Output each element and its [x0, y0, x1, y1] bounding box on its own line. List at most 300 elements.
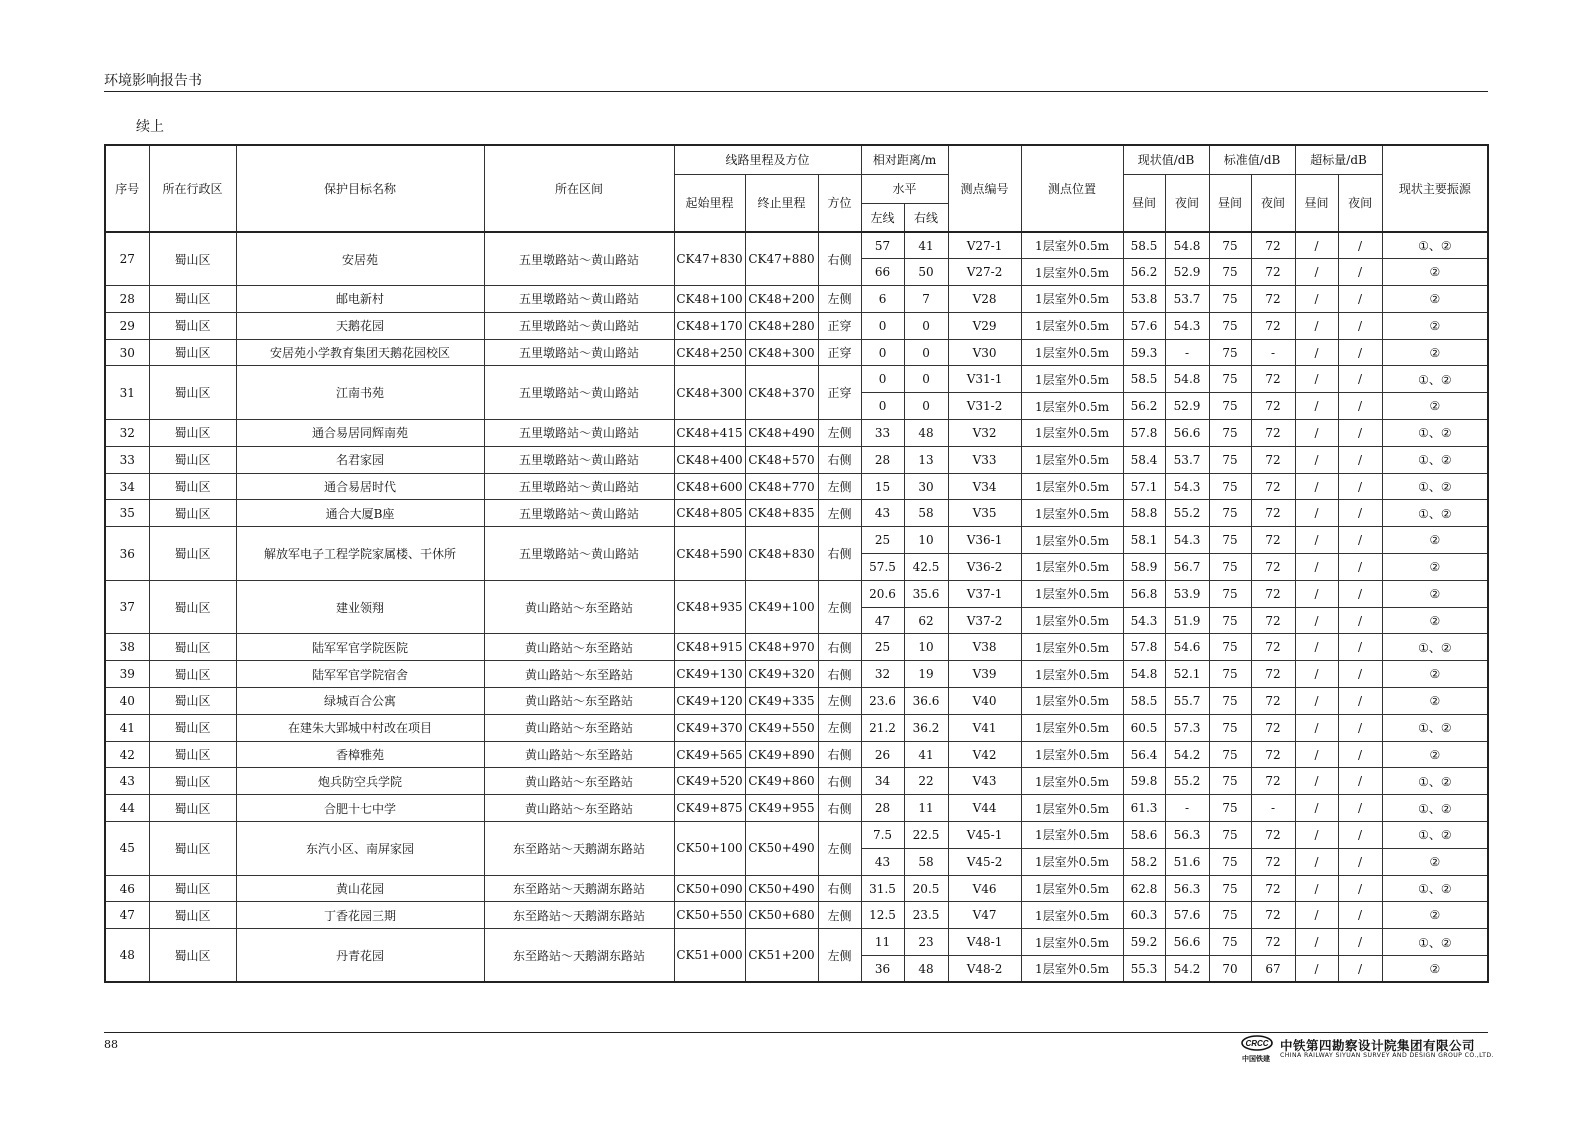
cell-current-night: 53.9 — [1165, 580, 1209, 607]
cell-exceed-night: / — [1338, 634, 1382, 661]
cell-exceed-night: / — [1338, 554, 1382, 581]
cell-standard-night: 67 — [1251, 956, 1295, 983]
cell-district: 蜀山区 — [149, 527, 236, 581]
cell-standard-night: 72 — [1251, 822, 1295, 849]
cell-seq: 42 — [105, 741, 149, 768]
cell-point-id: V41 — [948, 714, 1021, 741]
cell-district: 蜀山区 — [149, 902, 236, 929]
cell-exceed-night: / — [1338, 607, 1382, 634]
cell-point-id: V42 — [948, 741, 1021, 768]
cell-start-mileage: CK48+415 — [674, 420, 745, 447]
cell-target-name: 通合易居同辉南苑 — [236, 420, 484, 447]
cell-side: 正穿 — [818, 339, 861, 366]
cell-section: 五里墩路站～黄山路站 — [484, 420, 674, 447]
cell-standard-day: 75 — [1209, 902, 1251, 929]
cell-section: 东至路站～天鹅湖东路站 — [484, 929, 674, 983]
cell-left-line-distance: 11 — [861, 929, 904, 956]
cell-section: 五里墩路站～黄山路站 — [484, 500, 674, 527]
cell-point-id: V33 — [948, 446, 1021, 473]
cell-exceed-day: / — [1295, 500, 1338, 527]
cell-district: 蜀山区 — [149, 366, 236, 420]
continued-label: 续上 — [136, 119, 164, 135]
cell-target-name: 天鹅花园 — [236, 312, 484, 339]
cell-district: 蜀山区 — [149, 473, 236, 500]
cell-target-name: 解放军电子工程学院家属楼、干休所 — [236, 527, 484, 581]
cell-exceed-day: / — [1295, 554, 1338, 581]
cell-right-line-distance: 62 — [904, 607, 948, 634]
cell-standard-day: 75 — [1209, 366, 1251, 393]
cell-main-source: ② — [1382, 259, 1488, 286]
cell-point-id: V45-2 — [948, 848, 1021, 875]
col-end-mileage: 终止里程 — [745, 174, 818, 232]
cell-right-line-distance: 50 — [904, 259, 948, 286]
vibration-sensitive-targets-table — [104, 144, 1489, 983]
cell-standard-day: 75 — [1209, 661, 1251, 688]
cell-main-source: ② — [1382, 580, 1488, 607]
cell-start-mileage: CK48+100 — [674, 286, 745, 313]
cell-start-mileage: CK48+600 — [674, 473, 745, 500]
cell-standard-night: 72 — [1251, 527, 1295, 554]
cell-current-night: 55.7 — [1165, 688, 1209, 715]
cell-side: 左侧 — [818, 822, 861, 876]
cell-standard-night: 72 — [1251, 393, 1295, 420]
cell-current-day: 59.2 — [1123, 929, 1165, 956]
cell-current-day: 54.8 — [1123, 661, 1165, 688]
col-target-name: 保护目标名称 — [236, 145, 484, 232]
cell-end-mileage: CK51+200 — [745, 929, 818, 983]
cell-exceed-night: / — [1338, 527, 1382, 554]
cell-main-source: ①、② — [1382, 473, 1488, 500]
cell-point-location: 1层室外0.5m — [1021, 473, 1123, 500]
cell-right-line-distance: 0 — [904, 312, 948, 339]
cell-district: 蜀山区 — [149, 795, 236, 822]
cell-start-mileage: CK50+550 — [674, 902, 745, 929]
cell-exceed-night: / — [1338, 393, 1382, 420]
cell-district: 蜀山区 — [149, 929, 236, 983]
col-current-day: 昼间 — [1123, 174, 1165, 232]
cell-point-location: 1层室外0.5m — [1021, 286, 1123, 313]
cell-point-location: 1层室外0.5m — [1021, 795, 1123, 822]
table-row — [105, 661, 1488, 688]
cell-main-source: ①、② — [1382, 795, 1488, 822]
cell-exceed-night: / — [1338, 929, 1382, 956]
cell-end-mileage: CK49+100 — [745, 580, 818, 634]
cell-end-mileage: CK50+680 — [745, 902, 818, 929]
cell-left-line-distance: 43 — [861, 848, 904, 875]
cell-exceed-night: / — [1338, 446, 1382, 473]
cell-right-line-distance: 0 — [904, 366, 948, 393]
cell-target-name: 在建朱大郢城中村改在项目 — [236, 714, 484, 741]
cell-exceed-night: / — [1338, 795, 1382, 822]
cell-standard-night: 72 — [1251, 741, 1295, 768]
cell-main-source: ② — [1382, 607, 1488, 634]
cell-left-line-distance: 33 — [861, 420, 904, 447]
cell-district: 蜀山区 — [149, 339, 236, 366]
cell-point-location: 1层室外0.5m — [1021, 259, 1123, 286]
cell-right-line-distance: 20.5 — [904, 875, 948, 902]
cell-standard-night: 72 — [1251, 554, 1295, 581]
col-exceed-day: 昼间 — [1295, 174, 1338, 232]
cell-start-mileage: CK49+120 — [674, 688, 745, 715]
header-rule — [104, 91, 1488, 92]
cell-current-night: 54.3 — [1165, 527, 1209, 554]
cell-point-id: V29 — [948, 312, 1021, 339]
cell-start-mileage: CK48+805 — [674, 500, 745, 527]
cell-current-night: 52.1 — [1165, 661, 1209, 688]
cell-section: 黄山路站～东至路站 — [484, 768, 674, 795]
table-row — [105, 822, 1488, 849]
cell-start-mileage: CK48+400 — [674, 446, 745, 473]
cell-point-id: V32 — [948, 420, 1021, 447]
cell-standard-day: 75 — [1209, 527, 1251, 554]
cell-exceed-night: / — [1338, 956, 1382, 983]
table-header — [105, 145, 1488, 232]
cell-right-line-distance: 36.6 — [904, 688, 948, 715]
cell-standard-day: 75 — [1209, 286, 1251, 313]
table-row — [105, 446, 1488, 473]
col-group-standard: 标准值/dB — [1209, 145, 1295, 174]
cell-end-mileage: CK48+835 — [745, 500, 818, 527]
cell-standard-day: 75 — [1209, 473, 1251, 500]
cell-current-day: 58.5 — [1123, 688, 1165, 715]
cell-point-location: 1层室外0.5m — [1021, 446, 1123, 473]
cell-current-day: 57.8 — [1123, 420, 1165, 447]
cell-point-location: 1层室外0.5m — [1021, 607, 1123, 634]
cell-point-location: 1层室外0.5m — [1021, 312, 1123, 339]
cell-right-line-distance: 22.5 — [904, 822, 948, 849]
cell-point-location: 1层室外0.5m — [1021, 848, 1123, 875]
cell-left-line-distance: 31.5 — [861, 875, 904, 902]
table-row — [105, 795, 1488, 822]
logo-sub-text: 中国铁建 — [1242, 1055, 1270, 1063]
cell-side: 右侧 — [818, 768, 861, 795]
cell-exceed-day: / — [1295, 902, 1338, 929]
table-row — [105, 741, 1488, 768]
cell-point-id: V45-1 — [948, 822, 1021, 849]
cell-exceed-night: / — [1338, 768, 1382, 795]
cell-section: 东至路站～天鹅湖东路站 — [484, 875, 674, 902]
cell-target-name: 丹青花园 — [236, 929, 484, 983]
cell-exceed-day: / — [1295, 768, 1338, 795]
cell-end-mileage: CK49+860 — [745, 768, 818, 795]
cell-left-line-distance: 25 — [861, 634, 904, 661]
cell-current-night: 54.6 — [1165, 634, 1209, 661]
cell-section: 黄山路站～东至路站 — [484, 634, 674, 661]
cell-exceed-night: / — [1338, 688, 1382, 715]
cell-seq: 38 — [105, 634, 149, 661]
cell-point-id: V38 — [948, 634, 1021, 661]
cell-district: 蜀山区 — [149, 741, 236, 768]
cell-exceed-night: / — [1338, 339, 1382, 366]
cell-standard-day: 75 — [1209, 929, 1251, 956]
cell-current-night: 52.9 — [1165, 259, 1209, 286]
cell-current-day: 58.1 — [1123, 527, 1165, 554]
cell-current-night: 54.2 — [1165, 956, 1209, 983]
cell-left-line-distance: 43 — [861, 500, 904, 527]
cell-end-mileage: CK50+490 — [745, 822, 818, 876]
cell-start-mileage: CK48+935 — [674, 580, 745, 634]
cell-start-mileage: CK48+170 — [674, 312, 745, 339]
cell-district: 蜀山区 — [149, 768, 236, 795]
cell-left-line-distance: 47 — [861, 607, 904, 634]
cell-end-mileage: CK50+490 — [745, 875, 818, 902]
cell-exceed-night: / — [1338, 286, 1382, 313]
cell-standard-night: 72 — [1251, 634, 1295, 661]
cell-start-mileage: CK50+090 — [674, 875, 745, 902]
cell-start-mileage: CK49+565 — [674, 741, 745, 768]
cell-point-id: V43 — [948, 768, 1021, 795]
cell-exceed-day: / — [1295, 875, 1338, 902]
cell-exceed-night: / — [1338, 848, 1382, 875]
cell-section: 黄山路站～东至路站 — [484, 688, 674, 715]
cell-current-day: 60.3 — [1123, 902, 1165, 929]
cell-standard-night: 72 — [1251, 446, 1295, 473]
cell-point-location: 1层室外0.5m — [1021, 527, 1123, 554]
cell-seq: 29 — [105, 312, 149, 339]
col-group-exceed: 超标量/dB — [1295, 145, 1382, 174]
document-header-title: 环境影响报告书 — [104, 73, 202, 89]
cell-standard-day: 75 — [1209, 446, 1251, 473]
cell-left-line-distance: 0 — [861, 366, 904, 393]
logo-mark-text: CRCC — [1245, 1039, 1269, 1048]
cell-point-id: V34 — [948, 473, 1021, 500]
cell-target-name: 安居苑 — [236, 232, 484, 286]
col-group-mileage: 线路里程及方位 — [674, 145, 861, 174]
cell-exceed-night: / — [1338, 661, 1382, 688]
cell-standard-night: 72 — [1251, 312, 1295, 339]
cell-current-night: 51.6 — [1165, 848, 1209, 875]
cell-district: 蜀山区 — [149, 634, 236, 661]
cell-side: 左侧 — [818, 688, 861, 715]
cell-standard-night: 72 — [1251, 607, 1295, 634]
cell-district: 蜀山区 — [149, 822, 236, 876]
cell-side: 右侧 — [818, 741, 861, 768]
cell-current-night: 52.9 — [1165, 393, 1209, 420]
cell-main-source: ② — [1382, 902, 1488, 929]
cell-point-id: V30 — [948, 339, 1021, 366]
col-exceed-night: 夜间 — [1338, 174, 1382, 232]
cell-point-location: 1层室外0.5m — [1021, 420, 1123, 447]
cell-standard-day: 75 — [1209, 420, 1251, 447]
cell-current-day: 56.2 — [1123, 259, 1165, 286]
cell-right-line-distance: 36.2 — [904, 714, 948, 741]
table-row — [105, 286, 1488, 313]
cell-start-mileage: CK47+830 — [674, 232, 745, 286]
cell-current-day: 61.3 — [1123, 795, 1165, 822]
cell-point-location: 1层室外0.5m — [1021, 956, 1123, 983]
cell-current-night: 56.7 — [1165, 554, 1209, 581]
cell-current-day: 57.8 — [1123, 634, 1165, 661]
col-point-location: 测点位置 — [1021, 145, 1123, 232]
cell-left-line-distance: 0 — [861, 312, 904, 339]
cell-exceed-day: / — [1295, 339, 1338, 366]
col-horizontal: 水平 — [861, 174, 948, 203]
cell-main-source: ② — [1382, 661, 1488, 688]
table-row — [105, 312, 1488, 339]
cell-right-line-distance: 7 — [904, 286, 948, 313]
cell-end-mileage: CK48+300 — [745, 339, 818, 366]
table-row — [105, 634, 1488, 661]
col-side: 方位 — [818, 174, 861, 232]
cell-right-line-distance: 23 — [904, 929, 948, 956]
cell-right-line-distance: 11 — [904, 795, 948, 822]
cell-current-day: 59.3 — [1123, 339, 1165, 366]
cell-standard-night: 72 — [1251, 902, 1295, 929]
cell-exceed-day: / — [1295, 366, 1338, 393]
cell-section: 五里墩路站～黄山路站 — [484, 527, 674, 581]
cell-seq: 27 — [105, 232, 149, 286]
cell-end-mileage: CK48+200 — [745, 286, 818, 313]
table-row — [105, 420, 1488, 447]
cell-current-day: 56.8 — [1123, 580, 1165, 607]
cell-current-day: 60.5 — [1123, 714, 1165, 741]
cell-main-source: ② — [1382, 339, 1488, 366]
cell-standard-day: 75 — [1209, 232, 1251, 259]
cell-current-day: 59.8 — [1123, 768, 1165, 795]
cell-point-location: 1层室外0.5m — [1021, 902, 1123, 929]
cell-section: 五里墩路站～黄山路站 — [484, 366, 674, 420]
cell-current-day: 58.9 — [1123, 554, 1165, 581]
cell-left-line-distance: 28 — [861, 795, 904, 822]
cell-current-night: 56.6 — [1165, 929, 1209, 956]
cell-point-id: V46 — [948, 875, 1021, 902]
cell-right-line-distance: 41 — [904, 741, 948, 768]
cell-standard-night: 72 — [1251, 232, 1295, 259]
cell-right-line-distance: 19 — [904, 661, 948, 688]
cell-right-line-distance: 41 — [904, 232, 948, 259]
table-row — [105, 527, 1488, 554]
cell-current-day: 58.5 — [1123, 366, 1165, 393]
company-name-cn: 中铁第四勘察设计院集团有限公司 — [1280, 1038, 1476, 1053]
cell-standard-night: 72 — [1251, 420, 1295, 447]
table-row — [105, 366, 1488, 393]
cell-side: 左侧 — [818, 473, 861, 500]
col-point-id: 测点编号 — [948, 145, 1021, 232]
cell-exceed-night: / — [1338, 312, 1382, 339]
company-name-en: CHINA RAILWAY SIYUAN SURVEY AND DESIGN GROUP CO.,LTD. — [1280, 1052, 1494, 1059]
cell-point-location: 1层室外0.5m — [1021, 875, 1123, 902]
cell-standard-night: - — [1251, 795, 1295, 822]
cell-seq: 31 — [105, 366, 149, 420]
cell-right-line-distance: 10 — [904, 634, 948, 661]
cell-point-id: V36-1 — [948, 527, 1021, 554]
cell-end-mileage: CK48+970 — [745, 634, 818, 661]
cell-side: 左侧 — [818, 420, 861, 447]
cell-exceed-night: / — [1338, 580, 1382, 607]
cell-exceed-day: / — [1295, 527, 1338, 554]
cell-right-line-distance: 48 — [904, 420, 948, 447]
col-current-night: 夜间 — [1165, 174, 1209, 232]
cell-main-source: ①、② — [1382, 768, 1488, 795]
cell-start-mileage: CK48+590 — [674, 527, 745, 581]
cell-seq: 45 — [105, 822, 149, 876]
cell-exceed-day: / — [1295, 795, 1338, 822]
table-row — [105, 473, 1488, 500]
cell-target-name: 通合易居时代 — [236, 473, 484, 500]
col-seq: 序号 — [105, 145, 149, 232]
cell-seq: 47 — [105, 902, 149, 929]
cell-exceed-day: / — [1295, 446, 1338, 473]
cell-current-day: 58.4 — [1123, 446, 1165, 473]
cell-target-name: 黄山花园 — [236, 875, 484, 902]
table-row — [105, 929, 1488, 956]
cell-start-mileage: CK48+915 — [674, 634, 745, 661]
cell-point-id: V48-2 — [948, 956, 1021, 983]
cell-seq: 30 — [105, 339, 149, 366]
cell-end-mileage: CK48+490 — [745, 420, 818, 447]
cell-side: 左侧 — [818, 580, 861, 634]
cell-point-location: 1层室外0.5m — [1021, 554, 1123, 581]
cell-left-line-distance: 57.5 — [861, 554, 904, 581]
cell-standard-night: 72 — [1251, 286, 1295, 313]
cell-end-mileage: CK49+955 — [745, 795, 818, 822]
cell-exceed-day: / — [1295, 420, 1338, 447]
cell-target-name: 邮电新村 — [236, 286, 484, 313]
cell-district: 蜀山区 — [149, 446, 236, 473]
cell-end-mileage: CK47+880 — [745, 232, 818, 286]
cell-target-name: 东汽小区、南屏家园 — [236, 822, 484, 876]
cell-standard-day: 75 — [1209, 741, 1251, 768]
cell-point-id: V40 — [948, 688, 1021, 715]
cell-main-source: ② — [1382, 527, 1488, 554]
cell-current-day: 56.4 — [1123, 741, 1165, 768]
cell-standard-night: 72 — [1251, 580, 1295, 607]
cell-main-source: ①、② — [1382, 822, 1488, 849]
cell-standard-day: 75 — [1209, 554, 1251, 581]
cell-point-location: 1层室外0.5m — [1021, 661, 1123, 688]
cell-left-line-distance: 66 — [861, 259, 904, 286]
cell-left-line-distance: 32 — [861, 661, 904, 688]
cell-target-name: 陆军军官学院医院 — [236, 634, 484, 661]
cell-target-name: 建业领翔 — [236, 580, 484, 634]
cell-district: 蜀山区 — [149, 286, 236, 313]
cell-left-line-distance: 26 — [861, 741, 904, 768]
cell-side: 右侧 — [818, 875, 861, 902]
cell-side: 右侧 — [818, 661, 861, 688]
cell-section: 东至路站～天鹅湖东路站 — [484, 822, 674, 876]
cell-point-location: 1层室外0.5m — [1021, 393, 1123, 420]
cell-exceed-night: / — [1338, 875, 1382, 902]
cell-exceed-day: / — [1295, 661, 1338, 688]
table-body — [105, 232, 1488, 982]
cell-section: 五里墩路站～黄山路站 — [484, 312, 674, 339]
cell-exceed-night: / — [1338, 366, 1382, 393]
cell-right-line-distance: 58 — [904, 848, 948, 875]
cell-main-source: ② — [1382, 956, 1488, 983]
cell-current-night: - — [1165, 795, 1209, 822]
cell-main-source: ①、② — [1382, 634, 1488, 661]
cell-exceed-day: / — [1295, 312, 1338, 339]
cell-right-line-distance: 23.5 — [904, 902, 948, 929]
cell-exceed-day: / — [1295, 929, 1338, 956]
cell-standard-day: 75 — [1209, 339, 1251, 366]
cell-target-name: 江南书苑 — [236, 366, 484, 420]
cell-left-line-distance: 12.5 — [861, 902, 904, 929]
cell-side: 右侧 — [818, 634, 861, 661]
cell-target-name: 陆军军官学院宿舍 — [236, 661, 484, 688]
cell-exceed-day: / — [1295, 286, 1338, 313]
cell-current-day: 58.8 — [1123, 500, 1165, 527]
cell-left-line-distance: 23.6 — [861, 688, 904, 715]
col-standard-day: 昼间 — [1209, 174, 1251, 232]
cell-standard-day: 75 — [1209, 607, 1251, 634]
cell-current-night: 54.8 — [1165, 366, 1209, 393]
cell-exceed-day: / — [1295, 822, 1338, 849]
cell-target-name: 通合大厦B座 — [236, 500, 484, 527]
cell-current-night: 54.3 — [1165, 473, 1209, 500]
cell-exceed-day: / — [1295, 232, 1338, 259]
cell-side: 左侧 — [818, 286, 861, 313]
